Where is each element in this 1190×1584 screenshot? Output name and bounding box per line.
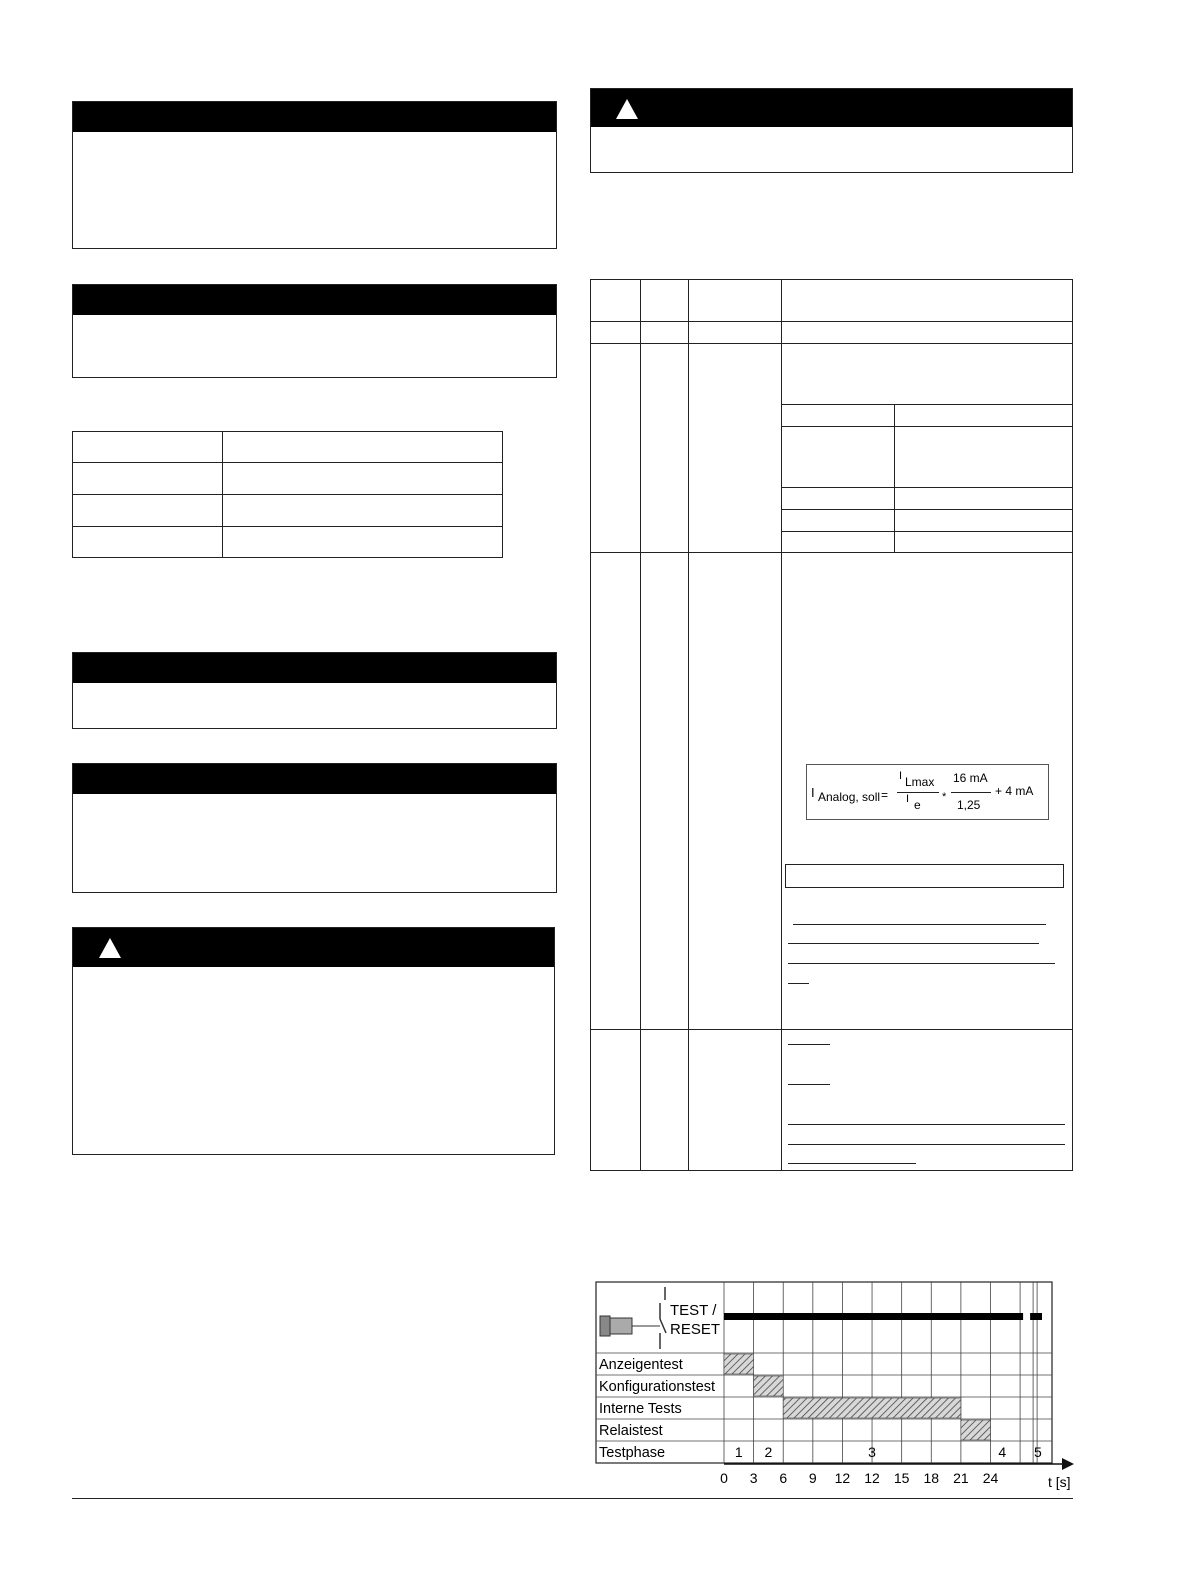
x-tick-label: 15 <box>893 1470 910 1486</box>
warning-box-right <box>590 88 1073 173</box>
test-reset-signal-bar <box>724 1313 1042 1320</box>
phase-label: 2 <box>764 1444 773 1460</box>
x-tick-label: 12 <box>864 1470 880 1486</box>
underlined-text <box>788 1163 916 1164</box>
chart-row-label: Interne Tests <box>599 1401 682 1417</box>
formula-lhs-sub: Analog, soll <box>818 790 881 804</box>
chart-row-label: Relaistest <box>599 1423 663 1439</box>
table-col-divider <box>688 279 689 1171</box>
sub-table-divider <box>781 426 1073 427</box>
x-tick-label: 3 <box>749 1470 758 1486</box>
underlined-text <box>788 983 809 984</box>
x-tick-label: 18 <box>923 1470 940 1486</box>
formula-fraction-bar <box>897 792 939 793</box>
push-button-icon <box>600 1287 666 1349</box>
underlined-text <box>793 924 1046 925</box>
formula-den-sub: e <box>914 798 921 812</box>
table-row-divider <box>590 1029 1073 1030</box>
small-table-row-divider <box>72 494 503 495</box>
notice-box-3-header <box>73 653 556 683</box>
formula-num-sub: Lmax <box>905 775 935 789</box>
formula-den: I <box>906 793 910 805</box>
formula-eq: = <box>881 788 889 802</box>
x-axis-unit: t [s] <box>1048 1474 1071 1490</box>
formula-num2: 16 mA <box>953 771 988 785</box>
notice-box-3 <box>72 652 557 729</box>
notice-box-1-header <box>73 102 556 132</box>
table-row-divider <box>590 321 1073 322</box>
phase-label: 5 <box>1033 1444 1042 1460</box>
x-tick-label: 0 <box>720 1470 728 1486</box>
x-tick-label: 24 <box>982 1470 999 1486</box>
underlined-text <box>788 943 1039 944</box>
chart-bar <box>783 1398 961 1418</box>
parameter-table <box>590 279 1073 1171</box>
sub-table-divider <box>781 509 1073 510</box>
table-col-divider <box>781 279 782 1171</box>
warning-box-right-header <box>591 89 1072 127</box>
notice-box-2-header <box>73 285 556 315</box>
switch-label-test: TEST / <box>670 1302 717 1319</box>
empty-field <box>785 864 1064 888</box>
footer-rule <box>72 1498 1073 1499</box>
phase-label: 3 <box>868 1444 876 1460</box>
underlined-text <box>788 963 1055 964</box>
table-row-divider <box>590 343 1073 344</box>
formula-num: I <box>899 770 903 782</box>
notice-box-4 <box>72 763 557 893</box>
parameter-table-frame <box>590 279 1073 1171</box>
test-timing-chart <box>590 1275 1080 1497</box>
warning-triangle-icon <box>616 99 638 119</box>
test-reset-signal-gap <box>1023 1312 1030 1321</box>
formula-lhs: I <box>811 785 815 800</box>
underlined-text <box>788 1084 830 1085</box>
x-tick-label: 6 <box>779 1470 788 1486</box>
underlined-text <box>788 1044 830 1045</box>
formula-den2: 1,25 <box>957 798 981 812</box>
formula-fraction-bar <box>951 792 991 793</box>
x-tick-label: 21 <box>953 1470 969 1486</box>
underlined-text <box>788 1124 1065 1125</box>
chart-row-label: Anzeigentest <box>599 1357 683 1373</box>
sub-table-col-divider <box>894 404 895 552</box>
phase-label: 1 <box>734 1444 743 1460</box>
sub-table-divider <box>781 404 1073 405</box>
formula-plus: + 4 mA <box>995 784 1034 798</box>
small-table <box>72 431 503 558</box>
warning-box-left <box>72 927 555 1155</box>
underlined-text <box>788 1144 1065 1145</box>
warning-triangle-icon <box>99 938 121 958</box>
sub-table-divider <box>781 487 1073 488</box>
table-col-divider <box>640 279 641 1171</box>
time-axis-arrow-icon <box>1062 1458 1074 1470</box>
chart-row-label: Konfigurationstest <box>599 1379 716 1395</box>
notice-box-1 <box>72 101 557 249</box>
x-tick-label: 12 <box>834 1470 851 1486</box>
x-tick-label: 9 <box>808 1470 817 1486</box>
chart-row-label: Testphase <box>599 1445 666 1461</box>
notice-box-2 <box>72 284 557 378</box>
small-table-row-divider <box>72 526 503 527</box>
formula-times: * <box>942 791 947 803</box>
analog-formula <box>806 764 1049 820</box>
notice-box-4-header <box>73 764 556 794</box>
chart-bar <box>724 1354 754 1374</box>
sub-table-divider <box>781 531 1073 532</box>
chart-bar <box>961 1420 991 1440</box>
chart-bar <box>754 1376 784 1396</box>
table-row-divider <box>590 552 1073 553</box>
phase-label: 4 <box>998 1444 1007 1460</box>
switch-label-reset: RESET <box>670 1321 721 1338</box>
small-table-row-divider <box>72 462 503 463</box>
warning-box-left-header <box>73 928 554 967</box>
